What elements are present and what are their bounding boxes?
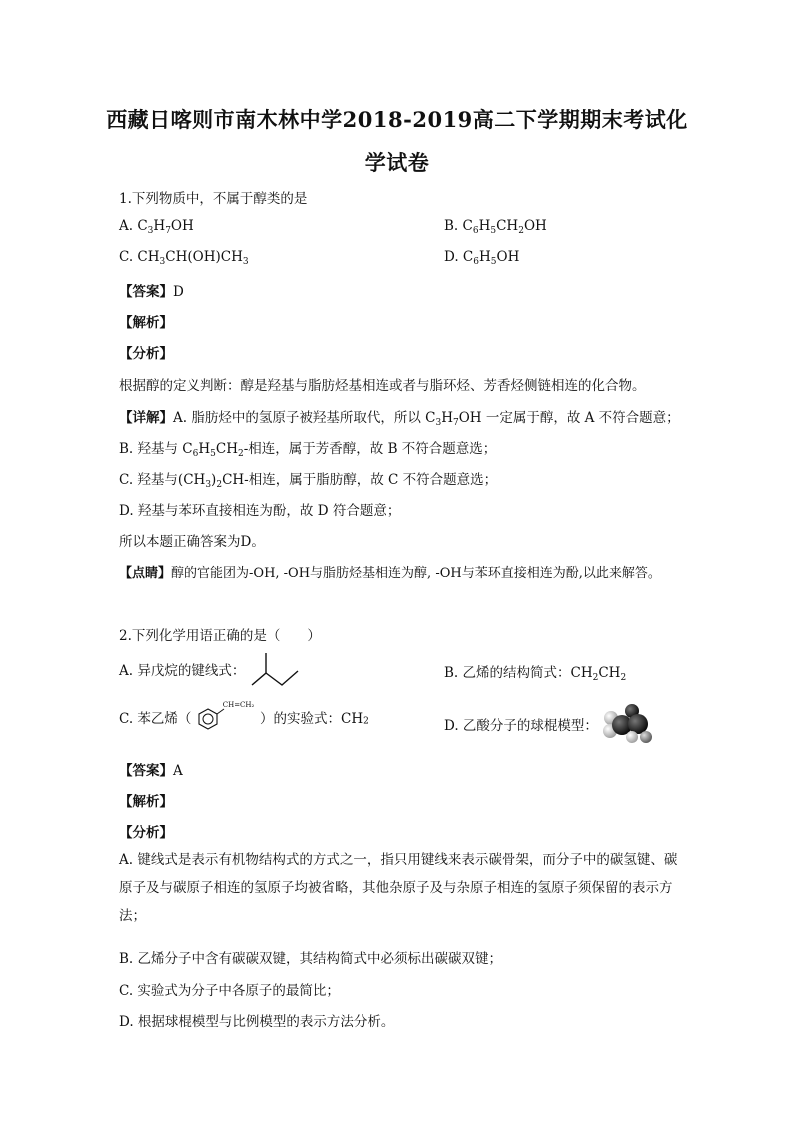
q1-jiexi-heading: 【解析】 — [119, 315, 173, 331]
q2-fenxi-heading: 【分析】 — [119, 825, 173, 841]
q1-option-c: C. $CH_3CH(OH)CH_3$ — [119, 249, 249, 267]
q1-analysis: 根据醇的定义判断：醇是羟基与脂肪烃基相连或者与脂环烃、芳香烃侧链相连的化合物。 — [119, 378, 646, 394]
q2-answer: 【答案】A — [119, 763, 183, 779]
styrene-structure-icon: CH=CH₂ — [196, 704, 256, 730]
q1-stem: 1.下列物质中，不属于醇类的是 — [119, 191, 308, 207]
q1-conclusion: 所以本题正确答案为D。 — [119, 534, 265, 550]
document-title: 西藏日喀则市南木林中学2018-2019高二下学期期末考试化 — [106, 107, 688, 132]
q2-option-d: D. 乙酸分子的球棍模型： — [444, 704, 654, 744]
q2-analysis-c: C. 实验式为分子中各原子的最简比； — [119, 983, 340, 999]
q1-answer: 【答案】D — [119, 284, 184, 300]
q2-jiexi-heading: 【解析】 — [119, 794, 173, 810]
q1-dianjing: 【点睛】醇的官能团为-OH, -OH与脂肪烃基相连为醇, -OH与苯环直接相连为酚,以此来解答。 — [119, 566, 661, 581]
q2-option-b: B. 乙烯的结构简式：$CH_2CH_2$ — [444, 665, 627, 683]
q2-analysis-a: A. 键线式是表示有机物结构式的方式之一，指只用键线来表示碳骨架，而分子中的碳氢键、碳原子及与碳原子相连的氢原子均被省略，其他杂原子及与杂原子相连的氢原子须保留的表示方法； — [119, 852, 678, 924]
q1-detail-c: C. 羟基与$(CH_3)_2CH-$相连，属于脂肪醇，故 C 不符合题意选； — [119, 472, 498, 490]
q1-detail-b: B. 羟基与 $C_6H_5CH_2-$相连，属于芳香醇，故 B 不符合题意选； — [119, 441, 497, 459]
q2-option-a: A. 异戊烷的键线式： — [119, 651, 302, 687]
q2-option-c: C. 苯乙烯（ CH=CH₂ ）的实验式：$CH_2$ — [119, 704, 369, 730]
isopentane-skeletal-icon — [250, 651, 302, 687]
q1-fenxi-heading: 【分析】 — [119, 346, 173, 362]
q1-option-b: B. $C_6H_5CH_2OH$ — [444, 218, 547, 236]
q2-stem: 2.下列化学用语正确的是（ ） — [119, 628, 321, 644]
q1-detail-d: D. 羟基与苯环直接相连为酚，故 D 符合题意； — [119, 503, 401, 519]
q1-option-d: D. $C_6H_5OH$ — [444, 249, 520, 267]
q2-analysis-b: B. 乙烯分子中含有碳碳双键，其结构简式中必须标出碳碳双键； — [119, 951, 503, 967]
q2-analysis-d: D. 根据球棍模型与比例模型的表示方法分析。 — [119, 1014, 395, 1030]
q1-detail-a: 【详解】A. 脂肪烃中的氢原子被羟基所取代，所以 $C_3H_7OH$ 一定属于醇，故 A 不符合题意； — [119, 410, 680, 428]
document-title-cont: 学试卷 — [364, 150, 430, 175]
q1-option-a: A. $C_3H_7OH$ — [119, 218, 194, 236]
acetic-acid-ball-model-icon — [602, 704, 654, 744]
